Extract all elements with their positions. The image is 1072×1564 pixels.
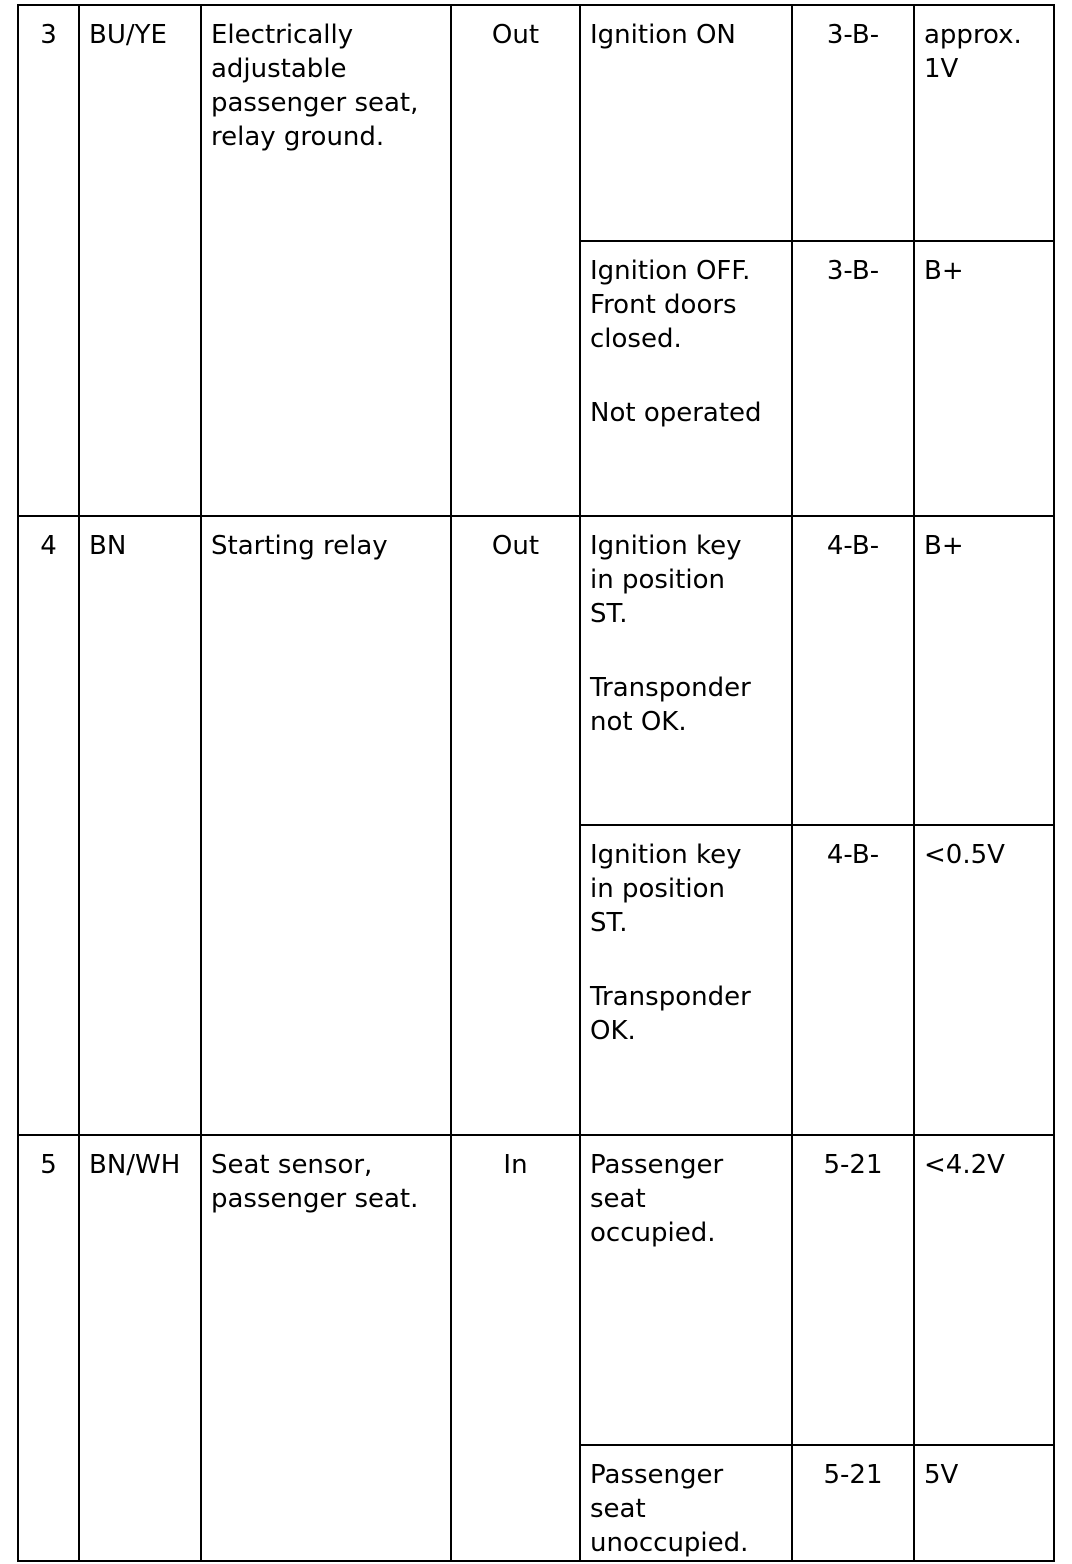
test-condition: Ignition key in position ST. Transponder not OK. bbox=[580, 516, 792, 825]
measure-points: 3-B- bbox=[792, 5, 914, 241]
wire-color: BN bbox=[79, 516, 201, 1135]
measure-points: 5-21 bbox=[792, 1135, 914, 1445]
wire-color: BU/YE bbox=[79, 5, 201, 516]
signal-direction: In bbox=[451, 1135, 580, 1561]
signal-direction: Out bbox=[451, 5, 580, 516]
table-row bbox=[18, 1135, 1054, 1445]
pin-number: 4 bbox=[18, 516, 79, 1135]
expected-value: <4.2V bbox=[914, 1135, 1054, 1445]
expected-value: <0.5V bbox=[914, 825, 1054, 1135]
wire-color: BN/WH bbox=[79, 1135, 201, 1561]
pin-table bbox=[17, 4, 1055, 1562]
test-condition: Ignition OFF. Front doors closed. Not operated bbox=[580, 241, 792, 516]
table-row bbox=[18, 516, 1054, 825]
pin-description: Seat sensor, passenger seat. bbox=[201, 1135, 451, 1561]
pin-number: 3 bbox=[18, 5, 79, 516]
measure-points: 4-B- bbox=[792, 825, 914, 1135]
expected-value: B+ bbox=[914, 516, 1054, 825]
table-row bbox=[18, 5, 1054, 241]
measure-points: 4-B- bbox=[792, 516, 914, 825]
pin-number: 5 bbox=[18, 1135, 79, 1561]
pin-description: Starting relay bbox=[201, 516, 451, 1135]
expected-value: approx. 1V bbox=[914, 5, 1054, 241]
test-condition: Passenger seat unoccupied. bbox=[580, 1445, 792, 1561]
measure-points: 3-B- bbox=[792, 241, 914, 516]
test-condition: Ignition ON bbox=[580, 5, 792, 241]
measure-points: 5-21 bbox=[792, 1445, 914, 1561]
expected-value: 5V bbox=[914, 1445, 1054, 1561]
signal-direction: Out bbox=[451, 516, 580, 1135]
pin-description: Electrically adjustable passenger seat, relay ground. bbox=[201, 5, 451, 516]
expected-value: B+ bbox=[914, 241, 1054, 516]
test-condition: Ignition key in position ST. Transponder OK. bbox=[580, 825, 792, 1135]
test-condition: Passenger seat occupied. bbox=[580, 1135, 792, 1445]
